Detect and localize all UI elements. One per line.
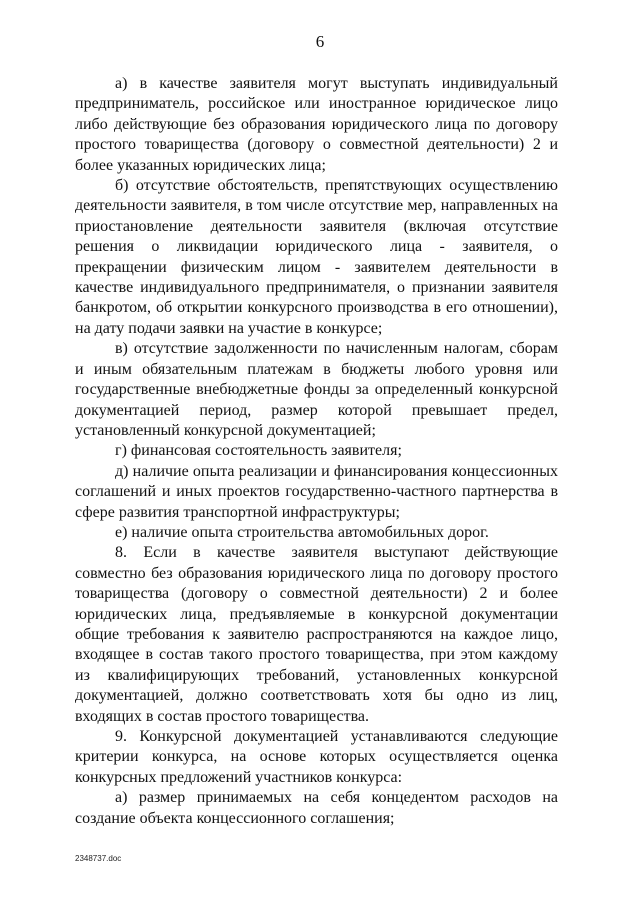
paragraph-8: 8. Если в качестве заявителя выступают действующие совместно без образования юридического лица по договору простого товарищества (договору о совместной деятельности) 2 и более юридических лица, предъявляемые в конкурсной документации общие требования к заявителю распространяются на каждое лицо, входящее в состав такого простого товарищества, при этом каждому из квалифицирующих требований, установленных конкурсной документацией, должно соответствовать хотя бы одно из лиц, входящих в состав простого товарищества. <box>75 544 558 725</box>
paragraph-7a: а) в качестве заявителя могут выступать индивидуальный предприниматель, российское или иностранное юридическое лицо либо действующие без образования юридического лица по договору простого товарищества (договору о совместной деятельности) 2 и более указанных юридических лица; <box>75 75 558 174</box>
paragraph-7g: г) финансовая состоятельность заявителя; <box>115 442 402 460</box>
document-filename: 2348737.doc <box>75 854 122 863</box>
paragraph-7b: б) отсутствие обстоятельств, препятствующих осуществлению деятельности заявителя, в том числе отсутствие мер, направленных на приостановление деятельности заявителя (включая отсутствие решения о ликвидации юридического лица - заявителя, о прекращении физическим лицом - заявителем деятельности в качестве индивидуального предпринимателя, о признании заявителя банкротом, об открытии конкурсного производства в его отношении), на дату подачи заявки на участие в конкурсе; <box>75 177 558 337</box>
page-number: 6 <box>315 32 325 51</box>
paragraph-9a: а) размер принимаемых на себя концедентом расходов на создание объекта концессионного соглашения; <box>75 789 558 827</box>
paragraph-7v: в) отсутствие задолженности по начисленным налогам, сборам и иным обязательным платежам в бюджеты любого уровня или государственные внебюджетные фонды за определенный конкурсной документацией период, размер которой превышает предел, установленный конкурсной документацией; <box>75 340 558 439</box>
document-body <box>75 74 558 829</box>
paragraph-7e: е) наличие опыта строительства автомобильных дорог. <box>115 523 489 541</box>
paragraph-9: 9. Конкурсной документацией устанавливаются следующие критерии конкурса, на основе которых осуществляется оценка конкурсных предложений участников конкурса: <box>75 728 558 786</box>
paragraph-7d: д) наличие опыта реализации и финансирования концессионных соглашений и иных проектов государственно-частного партнерства в сфере развития транспортной инфраструктуры; <box>75 462 558 521</box>
